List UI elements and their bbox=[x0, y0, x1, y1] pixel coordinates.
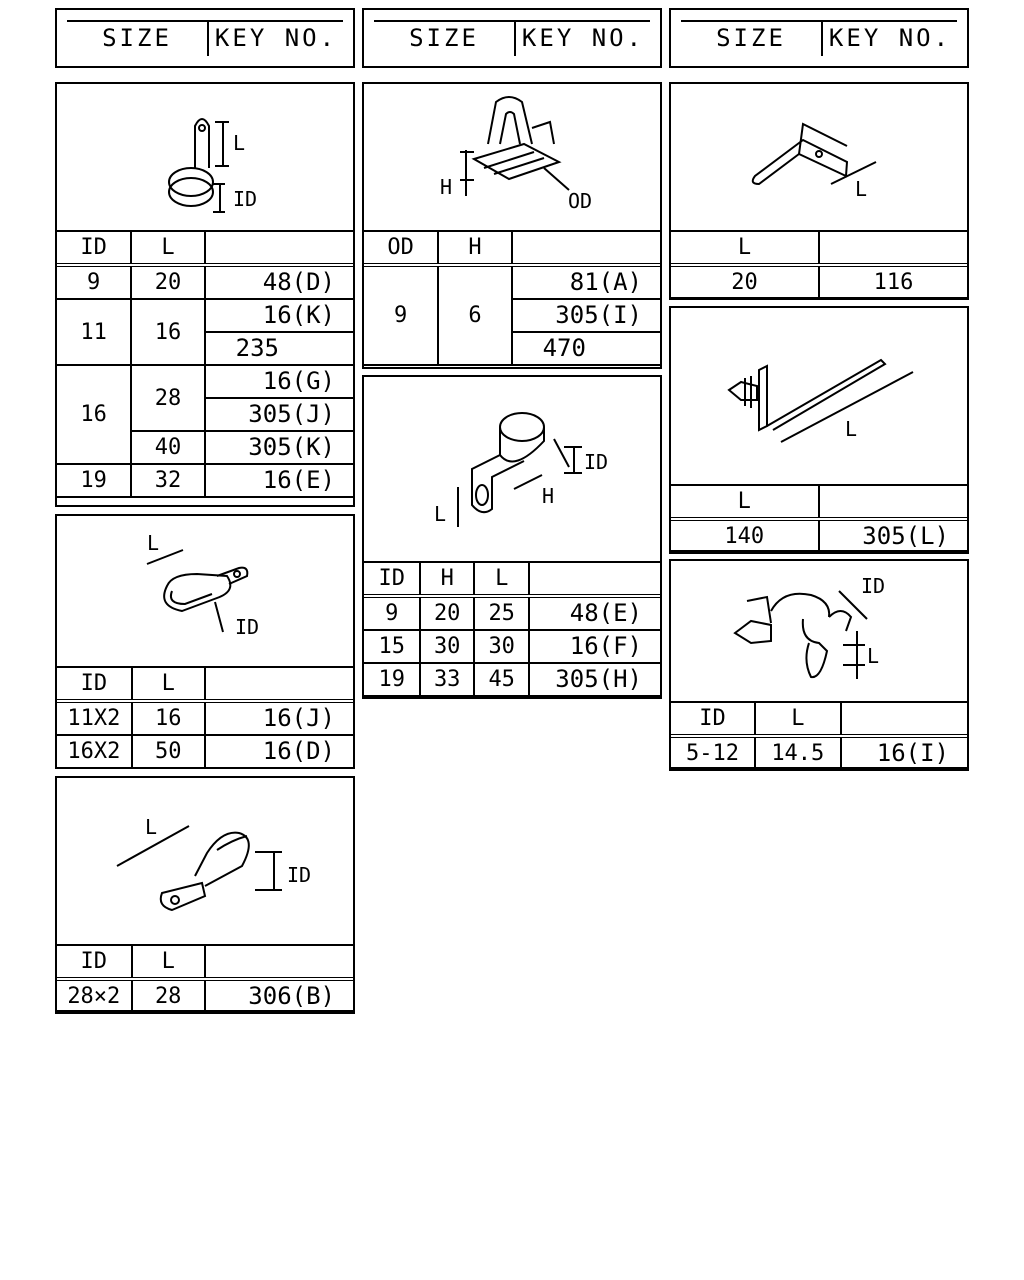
clip-f-drawing bbox=[671, 84, 967, 230]
clip-c-id-label: ID bbox=[287, 863, 312, 887]
cell-h: 20 bbox=[420, 596, 474, 630]
clip-c-table bbox=[55, 944, 355, 1014]
cell-key: 16(K) bbox=[205, 299, 354, 332]
cell-h: 33 bbox=[420, 663, 474, 696]
clip-h-drawing bbox=[671, 561, 967, 701]
clip-e-panel bbox=[362, 375, 662, 699]
col-header-l: L bbox=[670, 231, 819, 265]
clip-b-panel bbox=[55, 514, 355, 769]
clip-b-id-label: ID bbox=[235, 615, 260, 639]
cell-key: 16(F) bbox=[529, 630, 661, 663]
cell-id: 9 bbox=[56, 265, 131, 299]
cell-l: 14.5 bbox=[755, 736, 841, 770]
cell-key: 305(I) bbox=[512, 299, 661, 332]
cell-key: 16(E) bbox=[205, 464, 354, 497]
col-header-key bbox=[819, 231, 968, 265]
col-header-id: ID bbox=[56, 945, 132, 979]
cell-id: 28×2 bbox=[56, 979, 132, 1013]
col-header-l: L bbox=[132, 667, 205, 701]
header-col-2 bbox=[362, 8, 662, 68]
header-size-label: SIZE bbox=[409, 24, 479, 52]
cell-key: 305(J) bbox=[205, 398, 354, 431]
clip-a-id-label: ID bbox=[233, 187, 258, 211]
cell-l: 45 bbox=[474, 663, 529, 696]
table-row bbox=[56, 265, 354, 299]
clip-g-l-label: L bbox=[845, 417, 858, 441]
clip-e-drawing bbox=[364, 377, 660, 561]
header-size-label: SIZE bbox=[102, 24, 172, 52]
clip-b-drawing bbox=[57, 516, 353, 666]
col-header-key bbox=[205, 667, 354, 701]
clip-c-drawing bbox=[57, 778, 353, 944]
cell-l: 32 bbox=[131, 464, 204, 497]
cell-key: 235 bbox=[205, 332, 354, 365]
col-header-key bbox=[841, 702, 968, 736]
cell-key: 305(K) bbox=[205, 431, 354, 464]
clip-g-panel bbox=[669, 306, 969, 552]
clip-c-panel bbox=[55, 776, 355, 1012]
cell-key: 305(H) bbox=[529, 663, 661, 696]
table-row bbox=[670, 736, 968, 770]
col-header-l: L bbox=[132, 945, 205, 979]
clip-e-id-label: ID bbox=[584, 450, 609, 474]
cell-h: 30 bbox=[420, 630, 474, 663]
clip-a-l-label: L bbox=[233, 131, 246, 155]
table-row bbox=[56, 464, 354, 497]
cell-key: 116 bbox=[819, 265, 968, 299]
clip-d-table bbox=[362, 230, 662, 366]
col-header-h: H bbox=[438, 231, 511, 265]
cell-od: 9 bbox=[363, 265, 438, 365]
table-row bbox=[363, 630, 661, 663]
cell-id: 19 bbox=[56, 464, 131, 497]
header-col-1 bbox=[55, 8, 355, 68]
table-row bbox=[56, 979, 354, 1013]
cell-key: 81(A) bbox=[512, 265, 661, 299]
header-size-label: SIZE bbox=[716, 24, 786, 52]
clip-g-table bbox=[669, 484, 969, 554]
clip-f-l-label: L bbox=[855, 177, 868, 201]
cell-id: 11 bbox=[56, 299, 131, 365]
clip-e-table bbox=[362, 561, 662, 697]
clip-g-drawing bbox=[671, 308, 967, 484]
cell-l: 16 bbox=[132, 701, 205, 735]
cell-key: 48(E) bbox=[529, 596, 661, 630]
col-header-h: H bbox=[420, 562, 474, 596]
clip-f-table bbox=[669, 230, 969, 300]
header-key-label: KEY NO. bbox=[214, 24, 338, 52]
clip-h-l-label: L bbox=[867, 644, 880, 668]
clip-e-h-label: H bbox=[542, 484, 555, 508]
header-key-label: KEY NO. bbox=[828, 24, 952, 52]
col-header-od: OD bbox=[363, 231, 438, 265]
col-header-key bbox=[819, 485, 968, 519]
table-row bbox=[670, 265, 968, 299]
cell-id: 19 bbox=[363, 663, 420, 696]
cell-key: 16(J) bbox=[205, 701, 354, 735]
cell-l: 50 bbox=[132, 735, 205, 768]
clip-b-l-label: L bbox=[147, 531, 160, 555]
col-header-id: ID bbox=[670, 702, 755, 736]
clip-f-panel bbox=[669, 82, 969, 299]
cell-key: 470 bbox=[512, 332, 661, 365]
table-row bbox=[670, 519, 968, 553]
cell-l: 40 bbox=[131, 431, 204, 464]
cell-id: 16 bbox=[56, 365, 131, 464]
clip-h-id-label: ID bbox=[861, 574, 886, 598]
cell-key: 306(B) bbox=[205, 979, 354, 1013]
clip-a-panel bbox=[55, 82, 355, 507]
cell-l: 140 bbox=[670, 519, 819, 553]
table-row bbox=[56, 299, 354, 332]
col-header-l: L bbox=[755, 702, 841, 736]
clip-c-l-label: L bbox=[145, 815, 158, 839]
cell-id: 5-12 bbox=[670, 736, 755, 770]
cell-l: 30 bbox=[474, 630, 529, 663]
cell-key: 48(D) bbox=[205, 265, 354, 299]
col-header-key bbox=[205, 945, 354, 979]
table-row bbox=[56, 701, 354, 735]
cell-l: 16 bbox=[131, 299, 204, 365]
cell-key: 16(I) bbox=[841, 736, 968, 770]
cell-l: 28 bbox=[132, 979, 205, 1013]
clip-d-panel bbox=[362, 82, 662, 369]
cell-id: 11X2 bbox=[56, 701, 132, 735]
clip-d-od-label: OD bbox=[568, 189, 593, 213]
cell-id: 16X2 bbox=[56, 735, 132, 768]
clip-a-drawing bbox=[57, 84, 353, 230]
cell-l: 20 bbox=[131, 265, 204, 299]
col-header-id: ID bbox=[56, 667, 132, 701]
col-header-key bbox=[512, 231, 661, 265]
cell-key: 16(D) bbox=[205, 735, 354, 768]
header-col-3 bbox=[669, 8, 969, 68]
cell-l: 20 bbox=[670, 265, 819, 299]
table-row bbox=[363, 265, 661, 299]
header-key-label: KEY NO. bbox=[521, 24, 645, 52]
table-row bbox=[56, 735, 354, 768]
cell-id: 9 bbox=[363, 596, 420, 630]
clip-h-table bbox=[669, 701, 969, 771]
clip-a-table bbox=[55, 230, 355, 498]
cell-l: 28 bbox=[131, 365, 204, 431]
cell-key: 305(L) bbox=[819, 519, 968, 553]
col-header-key bbox=[205, 231, 354, 265]
col-header-l: L bbox=[131, 231, 204, 265]
cell-h: 6 bbox=[438, 265, 511, 365]
table-row bbox=[363, 596, 661, 630]
clip-d-h-label: H bbox=[440, 175, 453, 199]
clip-h-panel bbox=[669, 559, 969, 769]
cell-key: 16(G) bbox=[205, 365, 354, 398]
cell-l: 25 bbox=[474, 596, 529, 630]
col-header-l: L bbox=[670, 485, 819, 519]
table-row bbox=[56, 365, 354, 398]
col-header-id: ID bbox=[56, 231, 131, 265]
col-header-id: ID bbox=[363, 562, 420, 596]
col-header-l: L bbox=[474, 562, 529, 596]
table-row bbox=[363, 663, 661, 696]
col-header-key bbox=[529, 562, 661, 596]
cell-id: 15 bbox=[363, 630, 420, 663]
clip-b-table bbox=[55, 666, 355, 769]
clip-e-l-label: L bbox=[434, 502, 447, 526]
clip-d-drawing bbox=[364, 84, 660, 230]
